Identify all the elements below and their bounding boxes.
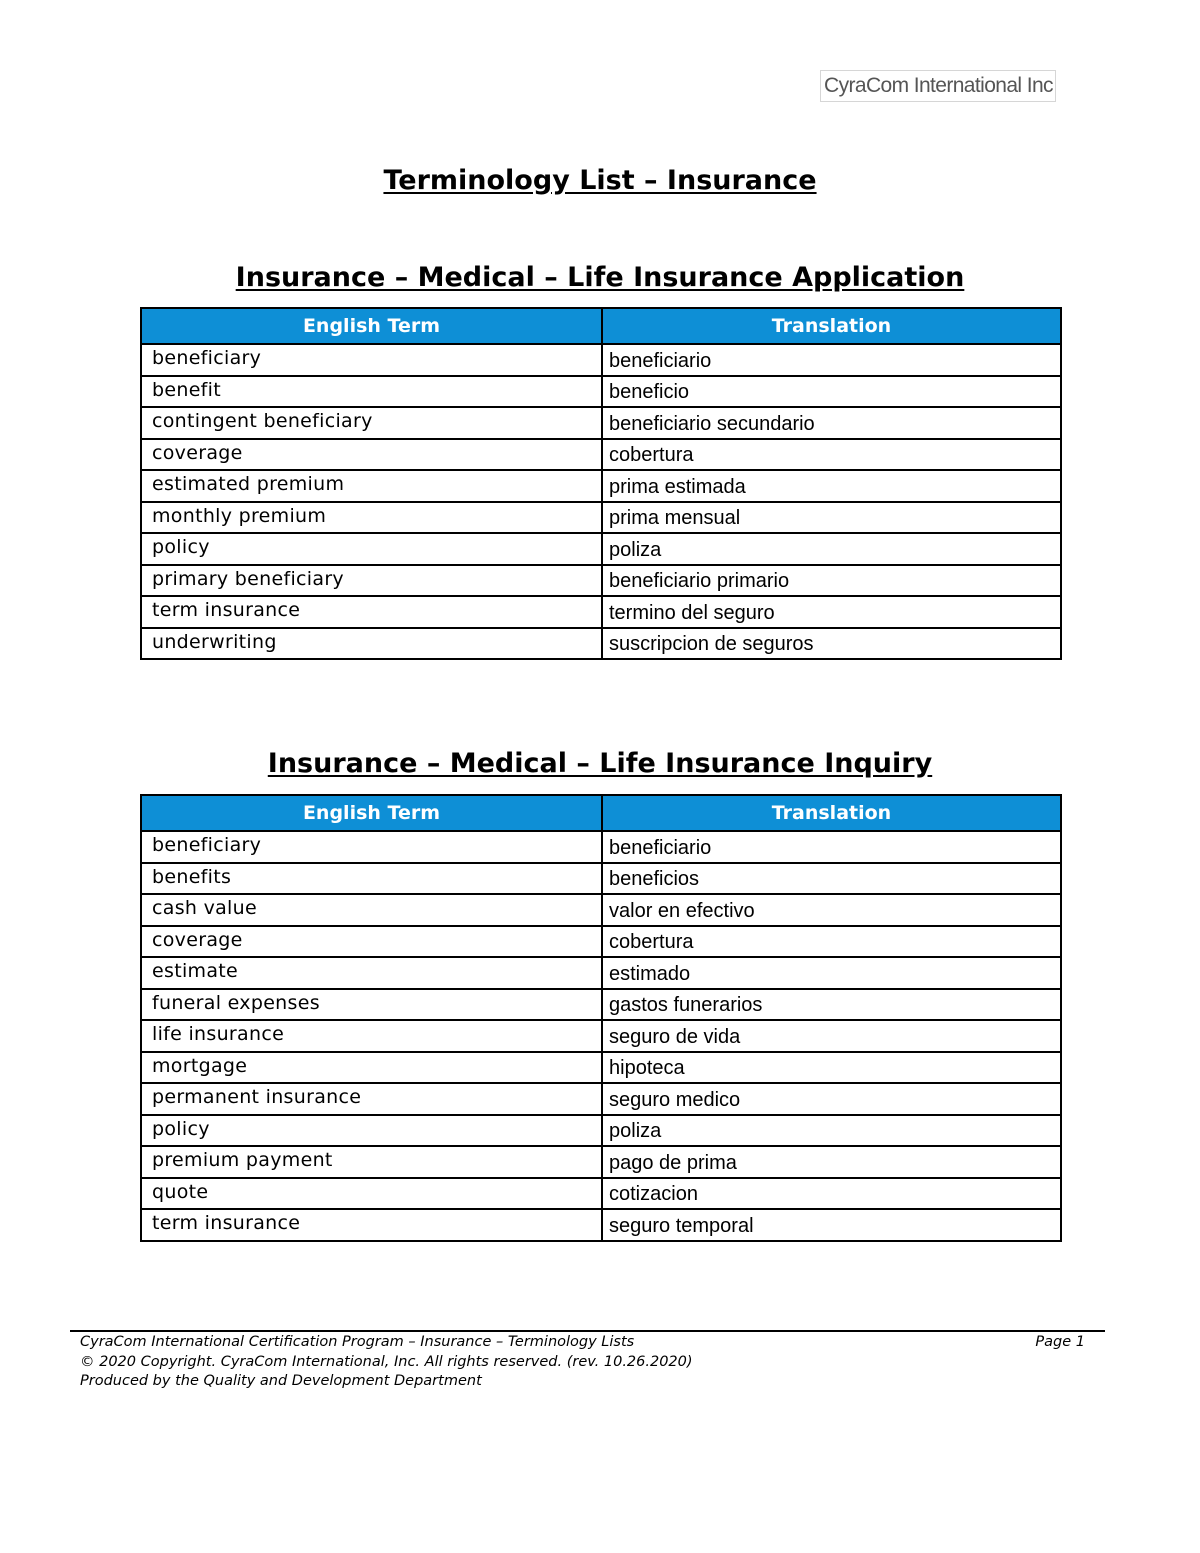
column-header-translation: Translation bbox=[602, 308, 1061, 344]
english-term-cell: premium payment bbox=[141, 1146, 602, 1178]
translation-cell: valor en efectivo bbox=[602, 894, 1061, 926]
translation-cell: beneficiario bbox=[602, 831, 1061, 863]
table-row bbox=[141, 439, 1061, 471]
translation-cell: prima mensual bbox=[602, 502, 1061, 534]
section-title-application: Insurance – Medical – Life Insurance Application bbox=[235, 262, 965, 293]
table-row bbox=[141, 1178, 1061, 1210]
table-row bbox=[141, 957, 1061, 989]
english-term-cell: life insurance bbox=[141, 1020, 602, 1052]
table-row bbox=[141, 1146, 1061, 1178]
table-row bbox=[141, 502, 1061, 534]
translation-cell: poliza bbox=[602, 533, 1061, 565]
table-header-row bbox=[141, 795, 1061, 831]
english-term-cell: beneficiary bbox=[141, 831, 602, 863]
column-header-english-term: English Term bbox=[141, 308, 602, 344]
english-term-cell: primary beneficiary bbox=[141, 565, 602, 597]
english-term-cell: coverage bbox=[141, 439, 602, 471]
english-term-cell: funeral expenses bbox=[141, 989, 602, 1021]
table-row bbox=[141, 344, 1061, 376]
table-row bbox=[141, 1083, 1061, 1115]
english-term-cell: benefit bbox=[141, 376, 602, 408]
translation-cell: seguro de vida bbox=[602, 1020, 1061, 1052]
english-term-cell: coverage bbox=[141, 926, 602, 958]
english-term-cell: term insurance bbox=[141, 1209, 602, 1241]
table-row bbox=[141, 989, 1061, 1021]
table-row bbox=[141, 831, 1061, 863]
page-footer bbox=[80, 1333, 1085, 1392]
table-row bbox=[141, 376, 1061, 408]
table-row bbox=[141, 926, 1061, 958]
english-term-cell: estimate bbox=[141, 957, 602, 989]
terminology-table-application bbox=[140, 307, 1062, 660]
translation-cell: beneficiario secundario bbox=[602, 407, 1061, 439]
translation-cell: estimado bbox=[602, 957, 1061, 989]
table-row bbox=[141, 628, 1061, 660]
translation-cell: beneficio bbox=[602, 376, 1061, 408]
table-row bbox=[141, 565, 1061, 597]
translation-cell: cobertura bbox=[602, 926, 1061, 958]
english-term-cell: beneficiary bbox=[141, 344, 602, 376]
translation-cell: beneficios bbox=[602, 863, 1061, 895]
table-row bbox=[141, 407, 1061, 439]
english-term-cell: permanent insurance bbox=[141, 1083, 602, 1115]
english-term-cell: term insurance bbox=[141, 596, 602, 628]
translation-cell: gastos funerarios bbox=[602, 989, 1061, 1021]
english-term-cell: policy bbox=[141, 1115, 602, 1147]
column-header-translation: Translation bbox=[602, 795, 1061, 831]
table-row bbox=[141, 533, 1061, 565]
english-term-cell: cash value bbox=[141, 894, 602, 926]
table-row bbox=[141, 1020, 1061, 1052]
column-header-english-term: English Term bbox=[141, 795, 602, 831]
translation-cell: prima estimada bbox=[602, 470, 1061, 502]
english-term-cell: mortgage bbox=[141, 1052, 602, 1084]
section-title-inquiry: Insurance – Medical – Life Insurance Inquiry bbox=[267, 748, 933, 779]
english-term-cell: estimated premium bbox=[141, 470, 602, 502]
table-row bbox=[141, 863, 1061, 895]
table-row bbox=[141, 470, 1061, 502]
footer-produced-line: Produced by the Quality and Development Department bbox=[80, 1373, 482, 1389]
translation-cell: beneficiario primario bbox=[602, 565, 1061, 597]
translation-cell: seguro temporal bbox=[602, 1209, 1061, 1241]
company-logo: CyraCom International Inc bbox=[820, 70, 1056, 102]
translation-cell: suscripcion de seguros bbox=[602, 628, 1061, 660]
table-header-row bbox=[141, 308, 1061, 344]
translation-cell: beneficiario bbox=[602, 344, 1061, 376]
footer-program-line: CyraCom International Certification Program – Insurance – Terminology Lists bbox=[80, 1334, 635, 1350]
translation-cell: termino del seguro bbox=[602, 596, 1061, 628]
translation-cell: pago de prima bbox=[602, 1146, 1061, 1178]
translation-cell: cobertura bbox=[602, 439, 1061, 471]
table-row bbox=[141, 894, 1061, 926]
english-term-cell: quote bbox=[141, 1178, 602, 1210]
translation-cell: poliza bbox=[602, 1115, 1061, 1147]
footer-divider bbox=[70, 1330, 1105, 1332]
english-term-cell: underwriting bbox=[141, 628, 602, 660]
english-term-cell: policy bbox=[141, 533, 602, 565]
terminology-table-inquiry bbox=[140, 794, 1062, 1242]
document-title: Terminology List – Insurance bbox=[383, 165, 817, 196]
translation-cell: cotizacion bbox=[602, 1178, 1061, 1210]
footer-copyright-line: © 2020 Copyright. CyraCom International, Inc. All rights reserved. (rev. 10.26.2020) bbox=[80, 1353, 693, 1370]
translation-cell: seguro medico bbox=[602, 1083, 1061, 1115]
table-row bbox=[141, 1115, 1061, 1147]
table-body bbox=[141, 831, 1061, 1241]
english-term-cell: benefits bbox=[141, 863, 602, 895]
english-term-cell: monthly premium bbox=[141, 502, 602, 534]
table-row bbox=[141, 596, 1061, 628]
table-row bbox=[141, 1052, 1061, 1084]
table-row bbox=[141, 1209, 1061, 1241]
footer-page-number: Page 1 bbox=[1035, 1334, 1085, 1350]
table-body bbox=[141, 344, 1061, 659]
english-term-cell: contingent beneficiary bbox=[141, 407, 602, 439]
translation-cell: hipoteca bbox=[602, 1052, 1061, 1084]
